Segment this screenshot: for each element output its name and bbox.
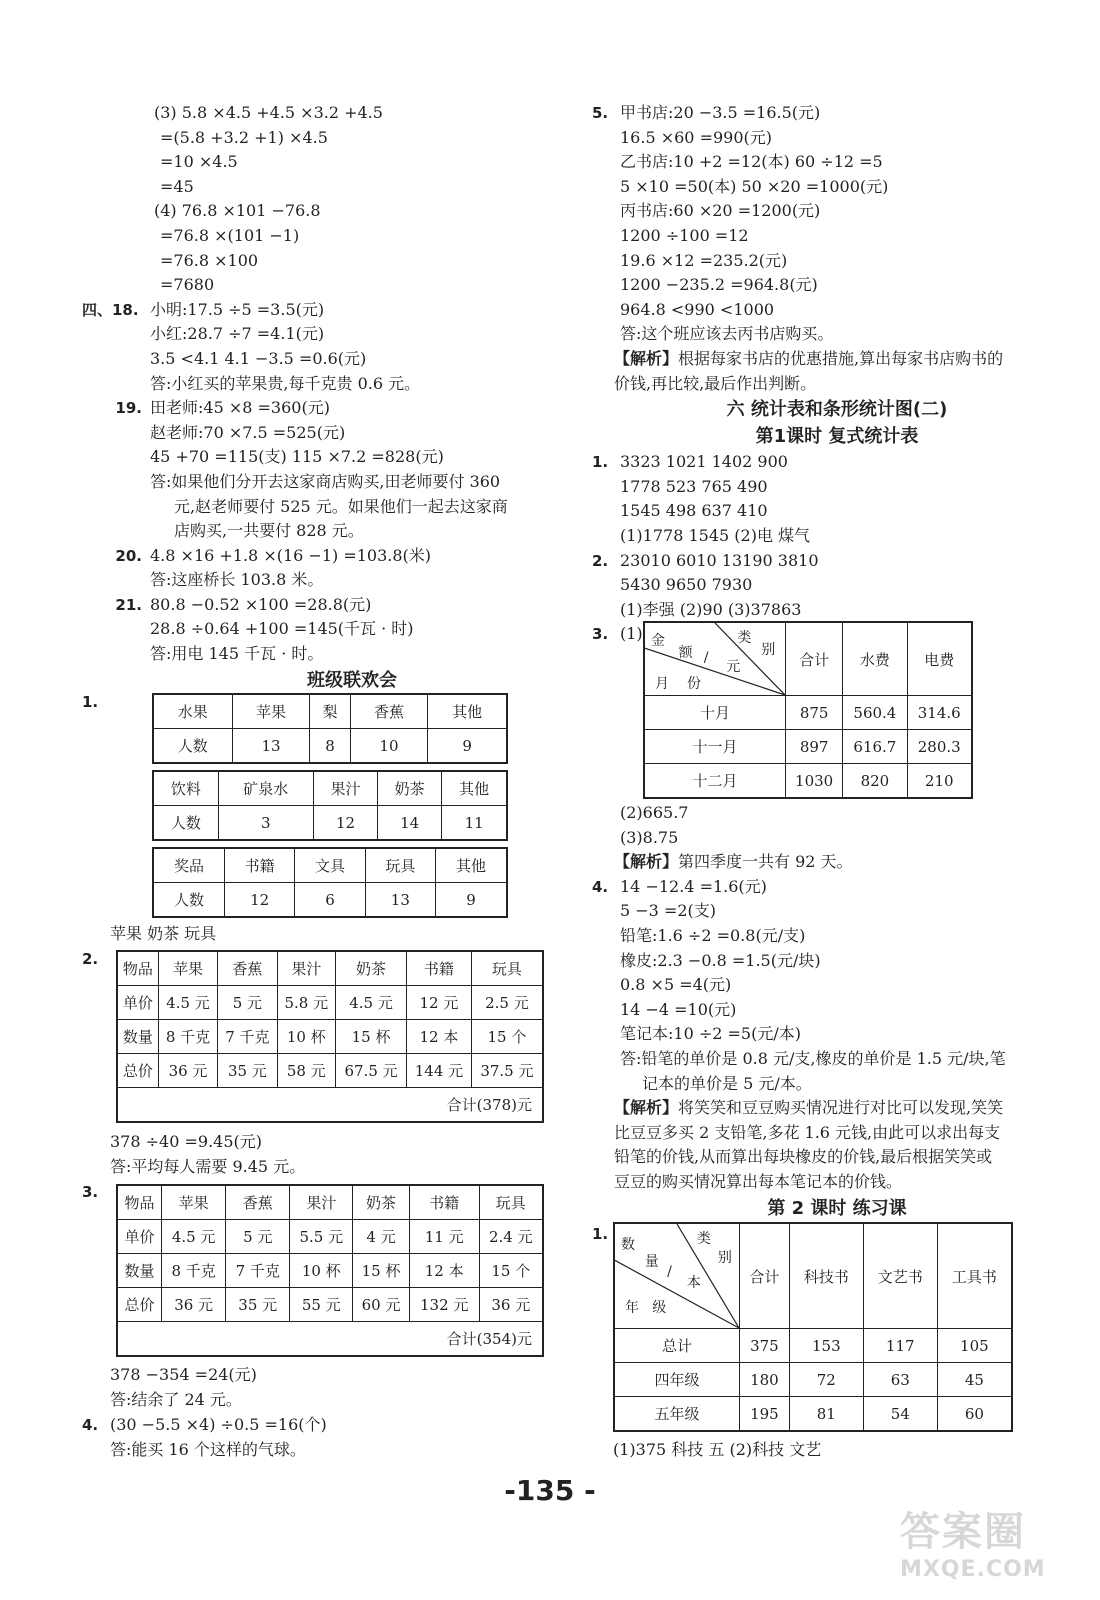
fee-row bbox=[644, 730, 972, 764]
q3-cell: 10 杯 bbox=[290, 1254, 353, 1288]
books-cell: 四年级 bbox=[614, 1363, 740, 1397]
q2-cell: 5 元 bbox=[218, 986, 277, 1020]
fee-corner-label: 别 bbox=[761, 641, 776, 658]
q20-number: 20. bbox=[115, 546, 142, 565]
right-column bbox=[592, 101, 1082, 647]
drink-cell: 11 bbox=[442, 806, 507, 841]
q18-number: 四、18. bbox=[82, 300, 139, 319]
fruit-cell: 香蕉 bbox=[350, 694, 428, 729]
fruit-cell: 水果 bbox=[153, 694, 232, 729]
fruit-cell: 苹果 bbox=[232, 694, 310, 729]
books-cell: 72 bbox=[789, 1363, 863, 1397]
q3-answer: 答:结余了 24 元。 bbox=[110, 1389, 242, 1409]
l1-q4-line8: 答:铅笔的单价是 0.8 元/支,橡皮的单价是 1.5 元/块,笔 bbox=[620, 1048, 1006, 1068]
q5-line5: 丙书店:60 ×20 =1200(元) bbox=[620, 201, 821, 221]
books-corner-label: 别 bbox=[717, 1249, 732, 1266]
party-q3-number: 3. bbox=[82, 1183, 99, 1201]
q21-line1: 21. 80.8 −0.52 ×100 =28.8(元) bbox=[82, 593, 562, 618]
l1-q1-line3: 1545 498 637 410 bbox=[620, 501, 768, 521]
q2-cell: 奶茶 bbox=[336, 951, 407, 986]
books-cell: 总计 bbox=[614, 1329, 740, 1363]
drink-cell: 3 bbox=[218, 806, 313, 841]
q3-cell: 总价 bbox=[117, 1288, 162, 1322]
l1-q4-line3: 铅笔:1.6 ÷2 =0.8(元/支) bbox=[620, 925, 806, 945]
fruit-row bbox=[153, 729, 507, 764]
drink-row bbox=[153, 771, 507, 806]
q2-row bbox=[117, 986, 543, 1020]
q2-cell: 玩具 bbox=[471, 951, 543, 986]
fee-cell: 280.3 bbox=[907, 730, 972, 764]
q3-cell: 15 杯 bbox=[353, 1254, 409, 1288]
books-row bbox=[614, 1363, 1012, 1397]
prize-cell: 奖品 bbox=[153, 848, 224, 883]
party-q1-answer: 苹果 奶茶 玩具 bbox=[110, 924, 217, 943]
drink-cell: 矿泉水 bbox=[218, 771, 313, 806]
left-column bbox=[82, 101, 562, 694]
q2-cell: 5.8 元 bbox=[277, 986, 335, 1020]
l1-q2-answer: (1)李强 (2)90 (3)37863 bbox=[620, 599, 802, 619]
q3-cell: 15 个 bbox=[479, 1254, 543, 1288]
q2-cell: 物品 bbox=[117, 951, 158, 986]
fee-cell: 875 bbox=[786, 696, 843, 730]
l1-q4-line6: 14 −4 =10(元) bbox=[620, 999, 737, 1019]
fruit-cell: 梨 bbox=[310, 694, 350, 729]
fee-table bbox=[643, 621, 973, 799]
fruit-cell: 13 bbox=[232, 729, 310, 764]
q3-cell: 果汁 bbox=[290, 1185, 353, 1220]
q2-cell: 15 个 bbox=[471, 1020, 543, 1054]
q2-cell: 7 千克 bbox=[218, 1020, 277, 1054]
q5-analysis-1: 【解析】根据每家书店的优惠措施,算出每家书店购书的 bbox=[614, 348, 1004, 368]
q2-cell: 数量 bbox=[117, 1020, 158, 1054]
fee-corner-label: 额 bbox=[678, 644, 693, 661]
fee-corner-label: 金 bbox=[651, 633, 665, 650]
fee-cell: 1030 bbox=[786, 764, 843, 799]
q5-analysis-2: 价钱,再比较,最后作出判断。 bbox=[614, 373, 817, 393]
books-cell: 五年级 bbox=[614, 1397, 740, 1432]
party-q1-number: 1. bbox=[82, 693, 99, 711]
l2-q1-number: 1. bbox=[592, 1224, 609, 1243]
q3-total: 合计(354)元 bbox=[117, 1322, 543, 1357]
books-cell: 180 bbox=[740, 1363, 790, 1397]
l1-q4-line7: 笔记本:10 ÷2 =5(元/本) bbox=[620, 1024, 801, 1044]
q2-cell: 58 元 bbox=[277, 1054, 335, 1088]
fee-corner-label: 元 bbox=[726, 659, 741, 676]
q3-cell: 36 元 bbox=[162, 1288, 226, 1322]
q2-cell: 单价 bbox=[117, 986, 158, 1020]
q3-total-row bbox=[117, 1322, 543, 1357]
q2-cell: 10 杯 bbox=[277, 1020, 335, 1054]
q3-row bbox=[117, 1254, 543, 1288]
q2-row bbox=[117, 1020, 543, 1054]
prize-cell: 文具 bbox=[295, 848, 365, 883]
drink-cell: 饮料 bbox=[153, 771, 218, 806]
books-cell: 81 bbox=[789, 1397, 863, 1432]
prize-cell: 人数 bbox=[153, 883, 224, 918]
prize-cell: 6 bbox=[295, 883, 365, 918]
prize-cell: 13 bbox=[365, 883, 435, 918]
l1-q4-line5: 0.8 ×5 =4(元) bbox=[620, 975, 732, 995]
fee-row bbox=[644, 764, 972, 799]
q20-line1: 20. 4.8 ×16 +1.8 ×(16 −1) =103.8(米) bbox=[82, 544, 562, 569]
drink-cell: 12 bbox=[313, 806, 377, 841]
q19-answer-1: 答:如果他们分开去这家商店购买,田老师要付 360 bbox=[150, 471, 501, 491]
prize-cell: 其他 bbox=[436, 848, 508, 883]
q2-cell: 36 元 bbox=[158, 1054, 217, 1088]
calc-line-p3_3: =10 ×4.5 bbox=[160, 152, 238, 172]
fee-corner-label: 月 bbox=[655, 676, 669, 693]
books-cell: 54 bbox=[863, 1397, 937, 1432]
q3-row bbox=[117, 1220, 543, 1254]
q21-line2: 28.8 ÷0.64 +100 =145(千瓦 · 时) bbox=[150, 619, 414, 639]
q19-number: 19. bbox=[115, 399, 142, 418]
q19-answer-2: 元,赵老师要付 525 元。如果他们一起去这家商 bbox=[174, 496, 508, 516]
q3-cell: 物品 bbox=[117, 1185, 162, 1220]
books-diagonal bbox=[615, 1260, 739, 1328]
books-header-cell: 工具书 bbox=[937, 1223, 1012, 1329]
fee-header-cell: 电费 bbox=[907, 622, 972, 696]
party-q2-lines bbox=[110, 1130, 305, 1179]
fee-cell: 314.6 bbox=[907, 696, 972, 730]
books-corner bbox=[614, 1223, 740, 1329]
q2-cell: 67.5 元 bbox=[336, 1054, 407, 1088]
q21-number: 21. bbox=[115, 595, 142, 614]
l1-q1-line2: 1778 523 765 490 bbox=[620, 476, 768, 496]
q2-cell: 香蕉 bbox=[218, 951, 277, 986]
party-q4-answer: 答:能买 16 个这样的气球。 bbox=[110, 1440, 306, 1459]
prize-cell: 9 bbox=[436, 883, 508, 918]
drink-cell: 果汁 bbox=[313, 771, 377, 806]
q2-row bbox=[117, 1054, 543, 1088]
q19-line1: 19. 田老师:45 ×8 =360(元) bbox=[82, 396, 562, 421]
books-table bbox=[613, 1222, 1013, 1432]
q2-cell: 37.5 元 bbox=[471, 1054, 543, 1088]
books-cell: 195 bbox=[740, 1397, 790, 1432]
books-row bbox=[614, 1397, 1012, 1432]
fee-row bbox=[644, 696, 972, 730]
drink-table bbox=[152, 770, 508, 841]
calc-block-top bbox=[82, 101, 562, 298]
q3-cell: 5.5 元 bbox=[290, 1220, 353, 1254]
fruit-cell: 其他 bbox=[428, 694, 507, 729]
fee-cell: 616.7 bbox=[843, 730, 907, 764]
q3-cell: 132 元 bbox=[409, 1288, 479, 1322]
q2-cell: 4.5 元 bbox=[336, 986, 407, 1020]
calc-line-p3_2: =(5.8 +3.2 +1) ×4.5 bbox=[160, 127, 328, 147]
q3-cell: 8 千克 bbox=[162, 1254, 226, 1288]
q2-cell: 35 元 bbox=[218, 1054, 277, 1088]
party-q3-lines bbox=[110, 1363, 257, 1412]
books-corner-label: 年 bbox=[625, 1299, 639, 1316]
q5-line7: 19.6 ×12 =235.2(元) bbox=[620, 250, 788, 270]
books-corner-label: 类 bbox=[696, 1231, 711, 1247]
party-q2-number: 2. bbox=[82, 950, 99, 968]
lesson1-title: 第1课时 复式统计表 bbox=[755, 426, 919, 448]
q21-answer: 答:用电 145 千瓦 · 时。 bbox=[150, 644, 324, 664]
fee-cell: 560.4 bbox=[843, 696, 907, 730]
q5-line3: 乙书店:10 +2 =12(本) 60 ÷12 =5 bbox=[620, 152, 883, 172]
books-corner-label: 数 bbox=[621, 1237, 635, 1254]
fee-cell: 十月 bbox=[644, 696, 786, 730]
q3-cell: 苹果 bbox=[162, 1185, 226, 1220]
stamp-line1: 答案圈 bbox=[900, 1509, 1026, 1555]
q18-line3: 3.5 <4.1 4.1 −3.5 =0.6(元) bbox=[150, 348, 367, 368]
shopping-table-q2 bbox=[116, 950, 544, 1123]
drink-cell: 奶茶 bbox=[378, 771, 442, 806]
l1-q1-line1: 1. 3323 1021 1402 900 bbox=[592, 452, 788, 472]
fruit-row bbox=[153, 694, 507, 729]
q3-cell: 2.4 元 bbox=[479, 1220, 543, 1254]
books-cell: 105 bbox=[937, 1329, 1012, 1363]
books-corner-label: / bbox=[667, 1263, 672, 1280]
l1-q2-line2: 5430 9650 7930 bbox=[620, 575, 753, 595]
calc-line-p3_4: =45 bbox=[160, 176, 194, 196]
calc-line-p4_2: =76.8 ×(101 −1) bbox=[160, 225, 300, 245]
q2-row bbox=[117, 951, 543, 986]
prize-cell: 玩具 bbox=[365, 848, 435, 883]
books-cell: 63 bbox=[863, 1363, 937, 1397]
party-q4-line1: 4. (30 −5.5 ×4) ÷0.5 =16(个) bbox=[82, 1415, 327, 1434]
q3-cell: 60 元 bbox=[353, 1288, 409, 1322]
fruit-table bbox=[152, 693, 508, 764]
q3-cell: 36 元 bbox=[479, 1288, 543, 1322]
fruit-cell: 10 bbox=[350, 729, 428, 764]
q20-answer: 答:这座桥长 103.8 米。 bbox=[150, 570, 324, 590]
books-corner-label: 量 bbox=[644, 1254, 659, 1271]
q3-cell: 7 千克 bbox=[226, 1254, 290, 1288]
books-header-cell: 文艺书 bbox=[863, 1223, 937, 1329]
fee-corner-label: 类 bbox=[737, 630, 752, 646]
fee-cell: 210 bbox=[907, 764, 972, 799]
fruit-cell: 9 bbox=[428, 729, 507, 764]
q2-cell: 8 千克 bbox=[158, 1020, 217, 1054]
q19-line3: 45 +70 =115(支) 115 ×7.2 =828(元) bbox=[150, 447, 444, 467]
fee-cell: 十一月 bbox=[644, 730, 786, 764]
fee-corner-label: / bbox=[703, 650, 709, 667]
q3-cell: 35 元 bbox=[226, 1288, 290, 1322]
books-cell: 60 bbox=[937, 1397, 1012, 1432]
books-cell: 153 bbox=[789, 1329, 863, 1363]
q3-cell: 11 元 bbox=[409, 1220, 479, 1254]
fee-cell: 897 bbox=[786, 730, 843, 764]
watermark-stamp bbox=[900, 1500, 1090, 1580]
stamp-line2: MXQE.COM bbox=[900, 1557, 1046, 1582]
calc-line-p4_3: =76.8 ×100 bbox=[160, 250, 259, 270]
l1-q4-line9: 记本的单价是 5 元/本。 bbox=[642, 1073, 812, 1093]
q2-cell: 总价 bbox=[117, 1054, 158, 1088]
q2-cell: 15 杯 bbox=[336, 1020, 407, 1054]
books-row bbox=[614, 1329, 1012, 1363]
l1-q3-ans2: (2)665.7 bbox=[620, 803, 689, 822]
fee-corner-label: 份 bbox=[687, 676, 701, 693]
q3-row bbox=[117, 1288, 543, 1322]
l1-q1-answer: (1)1778 1545 (2)电 煤气 bbox=[620, 525, 811, 545]
drink-row bbox=[153, 806, 507, 841]
q5-line2: 16.5 ×60 =990(元) bbox=[620, 127, 772, 147]
q2-total-row bbox=[117, 1088, 543, 1123]
q18-answer: 答:小红买的苹果贵,每千克贵 0.6 元。 bbox=[150, 373, 421, 393]
calc-line-p4_4: =7680 bbox=[160, 275, 215, 295]
books-corner-label: 级 bbox=[652, 1299, 667, 1316]
page-number: -135 - bbox=[504, 1474, 596, 1507]
books-cell: 45 bbox=[937, 1363, 1012, 1397]
prize-cell: 书籍 bbox=[224, 848, 294, 883]
q3-cell: 香蕉 bbox=[226, 1185, 290, 1220]
fee-cell: 十二月 bbox=[644, 764, 786, 799]
books-corner-label: 本 bbox=[686, 1274, 701, 1291]
q18-line2: 小红:28.7 ÷7 =4.1(元) bbox=[150, 324, 325, 344]
l1-q3-line1: 3. (1) bbox=[592, 624, 643, 644]
lesson2-title: 第 2 课时 练习课 bbox=[767, 1197, 907, 1219]
q5-line4: 5 ×10 =50(本) 50 ×20 =1000(元) bbox=[620, 176, 889, 196]
q2-cell: 12 本 bbox=[407, 1020, 472, 1054]
l1-q4-analysis-3: 铅笔的价钱,从而算出每块橡皮的价钱,最后根据笑笑或 bbox=[614, 1147, 993, 1167]
q19-line2: 赵老师:70 ×7.5 =525(元) bbox=[150, 422, 346, 442]
drink-cell: 14 bbox=[378, 806, 442, 841]
fruit-cell: 人数 bbox=[153, 729, 232, 764]
q2-cell: 4.5 元 bbox=[158, 986, 217, 1020]
q5-lines bbox=[592, 126, 1082, 347]
q3-calc: 378 −354 =24(元) bbox=[110, 1365, 257, 1384]
section-title-party: 班级联欢会 bbox=[307, 669, 397, 691]
q5-line10: 答:这个班应该去丙书店购买。 bbox=[620, 324, 834, 344]
drink-cell: 人数 bbox=[153, 806, 218, 841]
q3-cell: 12 本 bbox=[409, 1254, 479, 1288]
fee-corner bbox=[644, 622, 786, 696]
q18-line1: 四、18. 小明:17.5 ÷5 =3.5(元) bbox=[82, 298, 562, 323]
chapter-title: 六 统计表和条形统计图(二) bbox=[726, 399, 948, 421]
prize-cell: 12 bbox=[224, 883, 294, 918]
q2-cell: 书籍 bbox=[407, 951, 472, 986]
books-header-row bbox=[614, 1223, 1012, 1329]
l1-q4-analysis-2: 比豆豆多买 2 支铅笔,多花 1.6 元钱,由此可以求出每支 bbox=[614, 1122, 1001, 1142]
q2-cell: 12 元 bbox=[407, 986, 472, 1020]
q2-answer: 答:平均每人需要 9.45 元。 bbox=[110, 1156, 306, 1176]
l1-q4-analysis-4: 豆豆的购买情况算出每本笔记本的价钱。 bbox=[614, 1171, 903, 1191]
q3-cell: 玩具 bbox=[479, 1185, 543, 1220]
q5-line9: 964.8 <990 <1000 bbox=[620, 299, 775, 319]
q3-cell: 5 元 bbox=[226, 1220, 290, 1254]
l1-q3-ans3: (3)8.75 bbox=[620, 827, 679, 847]
drink-cell: 其他 bbox=[442, 771, 507, 806]
q2-cell: 苹果 bbox=[158, 951, 217, 986]
q2-cell: 果汁 bbox=[277, 951, 335, 986]
q3-cell: 书籍 bbox=[409, 1185, 479, 1220]
fee-cell: 820 bbox=[843, 764, 907, 799]
right-column-mid bbox=[592, 801, 1082, 1246]
prize-row bbox=[153, 848, 507, 883]
q2-cell: 144 元 bbox=[407, 1054, 472, 1088]
q3-cell: 数量 bbox=[117, 1254, 162, 1288]
books-cell: 375 bbox=[740, 1329, 790, 1363]
q3-cell: 4 元 bbox=[353, 1220, 409, 1254]
calc-line-p3_1: (3) 5.8 ×4.5 +4.5 ×3.2 +4.5 bbox=[154, 103, 383, 122]
books-cell: 117 bbox=[863, 1329, 937, 1363]
q3-cell: 单价 bbox=[117, 1220, 162, 1254]
l2-q1-answer: (1)375 科技 五 (2)科技 文艺 bbox=[613, 1440, 822, 1459]
q5-line6: 1200 ÷100 =12 bbox=[620, 225, 749, 245]
l1-q3-analysis: 【解析】第四季度一共有 92 天。 bbox=[614, 852, 853, 872]
q3-row bbox=[117, 1185, 543, 1220]
q3-cell: 4.5 元 bbox=[162, 1220, 226, 1254]
prize-row bbox=[153, 883, 507, 918]
l1-q4-analysis-1: 【解析】将笑笑和豆豆购买情况进行对比可以发现,笑笑 bbox=[614, 1098, 1004, 1118]
prize-table bbox=[152, 847, 508, 918]
q3-cell: 奶茶 bbox=[353, 1185, 409, 1220]
l1-q4-line1: 4. 14 −12.4 =1.6(元) bbox=[592, 876, 767, 896]
q2-total: 合计(378)元 bbox=[117, 1088, 543, 1123]
books-header-cell: 合计 bbox=[740, 1223, 790, 1329]
fee-header-cell: 水费 bbox=[843, 622, 907, 696]
l1-q4-line2: 5 −3 =2(支) bbox=[620, 901, 717, 921]
fee-header-row bbox=[644, 622, 972, 696]
q19-answer-3: 店购买,一共要付 828 元。 bbox=[174, 521, 364, 541]
calc-line-p4_1: (4) 76.8 ×101 −76.8 bbox=[154, 201, 321, 221]
shopping-table-q3 bbox=[116, 1184, 544, 1357]
q2-calc: 378 ÷40 =9.45(元) bbox=[110, 1132, 262, 1151]
q3-cell: 55 元 bbox=[290, 1288, 353, 1322]
fruit-cell: 8 bbox=[310, 729, 350, 764]
q2-cell: 2.5 元 bbox=[471, 986, 543, 1020]
books-header-cell: 科技书 bbox=[789, 1223, 863, 1329]
fee-header-cell: 合计 bbox=[786, 622, 843, 696]
l1-q4-line4: 橡皮:2.3 −0.8 =1.5(元/块) bbox=[620, 950, 821, 970]
q5-line8: 1200 −235.2 =964.8(元) bbox=[620, 275, 818, 295]
l1-q4-lines bbox=[592, 899, 1082, 1096]
l1-q2-line1: 2. 23010 6010 13190 3810 bbox=[592, 550, 819, 570]
q5-line1: 5. 甲书店:20 −3.5 =16.5(元) bbox=[592, 103, 821, 122]
